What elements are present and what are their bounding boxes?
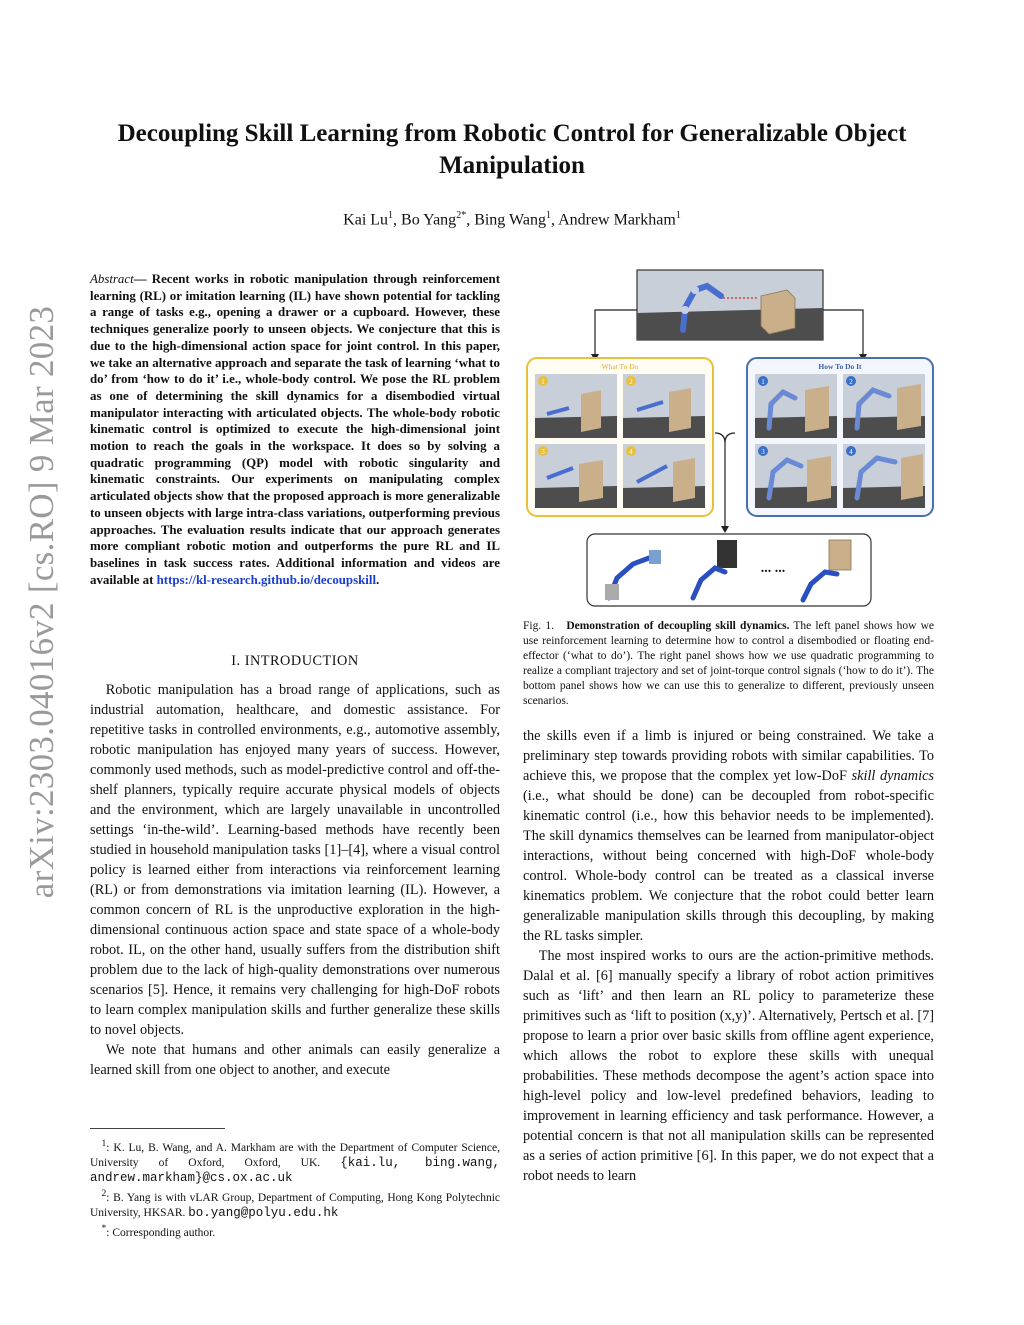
- footnote: [90, 1136, 500, 1186]
- caption-text: The left panel shows how we use reinforcement learning to determine how to control a disembodied or floating end-effector (‘what to do’). The right panel shows how we use quadratic programming to realize a compliant trajectory and set of joint-torque control signals (‘how to do it’). The bottom panel shows how we can use this to generalize to different, previously unseen scenarios.: [523, 620, 935, 707]
- figure-1: [525, 268, 935, 608]
- how-to-do-it-panel: [747, 358, 933, 516]
- right-body: [523, 726, 934, 1186]
- paragraph: We note that humans and other animals can easily generalize a learned skill from one object to another, and execute: [90, 1042, 500, 1078]
- text-run: the skills even if a limb is injured or being constrained. We take a preliminary step towards providing robots with similar capabilities. To achieve this, we propose that the complex yet low-DoF: [523, 728, 934, 784]
- footnote: [90, 1186, 500, 1221]
- author-name: Bo Yang: [401, 211, 457, 229]
- author-name: Kai Lu: [343, 211, 389, 229]
- step-badge: 2: [849, 378, 853, 386]
- arxiv-stamp: arXiv:2303.04016v2 [cs.RO] 9 Mar 2023: [22, 305, 61, 899]
- step-badge: 1: [541, 378, 545, 386]
- footnote-mark: 1: [101, 1138, 107, 1149]
- step-badge: 3: [761, 448, 765, 456]
- what-to-do-panel: [527, 358, 713, 516]
- step-badge: 1: [761, 378, 765, 386]
- top-scene: [637, 270, 823, 340]
- footnote-email: {kai.lu, bing.wang, andrew.markham}@cs.ox.ac.uk: [90, 1155, 500, 1185]
- footnote-rule: [90, 1128, 225, 1129]
- footnote-text: : B. Yang is with vLAR Group, Department of Computing, Hong Kong Polytechnic University, HKSAR.: [90, 1191, 500, 1219]
- author-affil: 1: [675, 210, 681, 221]
- author-name: Andrew Markham: [558, 211, 676, 229]
- footnote-mark: *: [101, 1222, 107, 1234]
- step-badge: 2: [629, 378, 633, 386]
- paper-title: Decoupling Skill Learning from Robotic Control for Generalizable Object Manipulation: [117, 120, 907, 179]
- abstract-end: .: [376, 572, 380, 587]
- footnotes: [90, 1136, 500, 1240]
- paragraph: Robotic manipulation has a broad range of applications, such as industrial automation, healthcare, and domestic assistance. For repetitive tasks in controlled environments, e.g., automotive assembly, robotic manipulation has enjoyed many years of success. However, commonly used methods, such as model-predictive control and off-the-shelf planners, typically require accurate physical models of objects and the environment, which are largely unavailable in uncontrolled settings ‘in-the-wild’. Learning-based methods have recently been studied in household manipulation tasks [1]–[4], where a visual control policy is learned either from interactions via reinforcement learning (RL) or from demonstrations via imitation learning (IL). However, a common concern of RL is the unproductive exploration in the high-dimensional continuous action space and state space of a whole-body robot. IL, on the other hand, usually suffers from the distribution shift problem due to the lack of high-quality demonstrations over numerous scenarios [5]. Hence, it remains very challenging for high-DoF robots to learn complex manipulation skills and further generalize these skills to novel objects.: [90, 682, 500, 1038]
- section-heading: I. INTRODUCTION: [231, 653, 359, 669]
- author-name: Bing Wang: [474, 211, 546, 229]
- intro-body: [90, 680, 500, 1080]
- author-affil: 2*: [456, 210, 467, 221]
- panel-title: How To Do It: [818, 362, 862, 371]
- author-affil: 1: [545, 210, 551, 221]
- paragraph: The most inspired works to ours are the action-primitive methods. Dalal et al. [6] manually specify a library of robot action primitives such as ‘lift’ and then learn an RL policy to parameterize these primitives such as ‘lift to position (x,y)’. Alternatively, Pertsch et al. [7] propose to learn a prior over basic skills from offline agent experience, which allows the robot to explore these skills with unequal probabilities. These methods decompose the agent’s action space into high-level policy and low-level predefined behaviors, leading to improvement in learning efficiency and task performance. However, a potential concern is that not all manipulation skills can be represented as a series of action primitive [6]. In this paper, we do not expect that a robot needs to learn: [523, 948, 934, 1184]
- step-badge: 3: [541, 448, 545, 456]
- text-run: (i.e., what should be done) can be decoupled from robot-specific kinematic control (i.e., how this behavior needs to be implemented). The skill dynamics themselves can be learned from manipulator-object interactions, without being concerned with high-DoF whole-body control. Whole-body control can be treated as a classical inverse kinematics problem. We conjecture that the robot could better learn generalizable manipulation skills through this decoupling, by making the RL tasks simpler.: [523, 788, 934, 944]
- caption-title: Demonstration of decoupling skill dynamics.: [566, 620, 790, 632]
- author-list: Kai Lu$^1$, Bo Yang$^{2*}$, Bing Wang$^1$, Andrew Markham$^1$: [343, 210, 681, 229]
- panel-title: What To Do: [601, 362, 639, 371]
- footnote-email: bo.yang@polyu.edu.hk: [188, 1205, 339, 1220]
- caption-label: Fig. 1.: [523, 620, 554, 632]
- generalization-panel: [587, 534, 871, 606]
- footnote-mark: 2: [101, 1187, 107, 1199]
- abstract-text: — Recent works in robotic manipulation through reinforcement learning (RL) or imitation learning (IL) have shown potential for tackling a range of tasks e.g., opening a drawer or a cupboard. However, these techniques generalize poorly to unseen objects. We conjecture that this is due to the high-dimensional action space for joint control. In this paper, we take an alternative approach and separate the task of learning ‘what to do’ from ‘how to do it’ i.e., whole-body control. We pose the RL problem as one of determining the skill dynamics for a disembodied virtual manipulator interacting with articulated objects. The whole-body robotic kinematic control is optimized to execute the high-dimensional joint motion to reach the goals in the workspace. It does so by solving a quadratic programming (QP) model with robotic singularity and kinematic constraints. Our experiments on manipulating complex articulated objects show that the proposed approach is more generalizable to unseen objects with large intra-class variations, outperforming previous approaches. The evaluation results indicate that our approach generates more compliant robotic motion and outperforms the pure RL and IL baselines in task success rates. Additional information and videos are available at: [90, 272, 500, 587]
- footnote-text: : Corresponding author.: [106, 1226, 216, 1239]
- ellipsis: ... ...: [760, 561, 786, 576]
- footnote: [90, 1221, 500, 1241]
- emphasis: skill dynamics: [851, 768, 934, 784]
- brace: [715, 433, 735, 443]
- project-link[interactable]: https://kl-research.github.io/decoupskill: [156, 572, 377, 587]
- figure-caption: [523, 619, 934, 709]
- author-affil: 1: [388, 210, 394, 221]
- abstract: [90, 271, 500, 588]
- abstract-label: Abstract: [90, 272, 134, 286]
- step-badge: 4: [629, 448, 633, 456]
- paragraph: [523, 726, 934, 946]
- step-badge: 4: [849, 448, 853, 456]
- footnote-text: : K. Lu, B. Wang, and A. Markham are with the Department of Computer Science, University of Oxford, Oxford, UK.: [90, 1141, 500, 1169]
